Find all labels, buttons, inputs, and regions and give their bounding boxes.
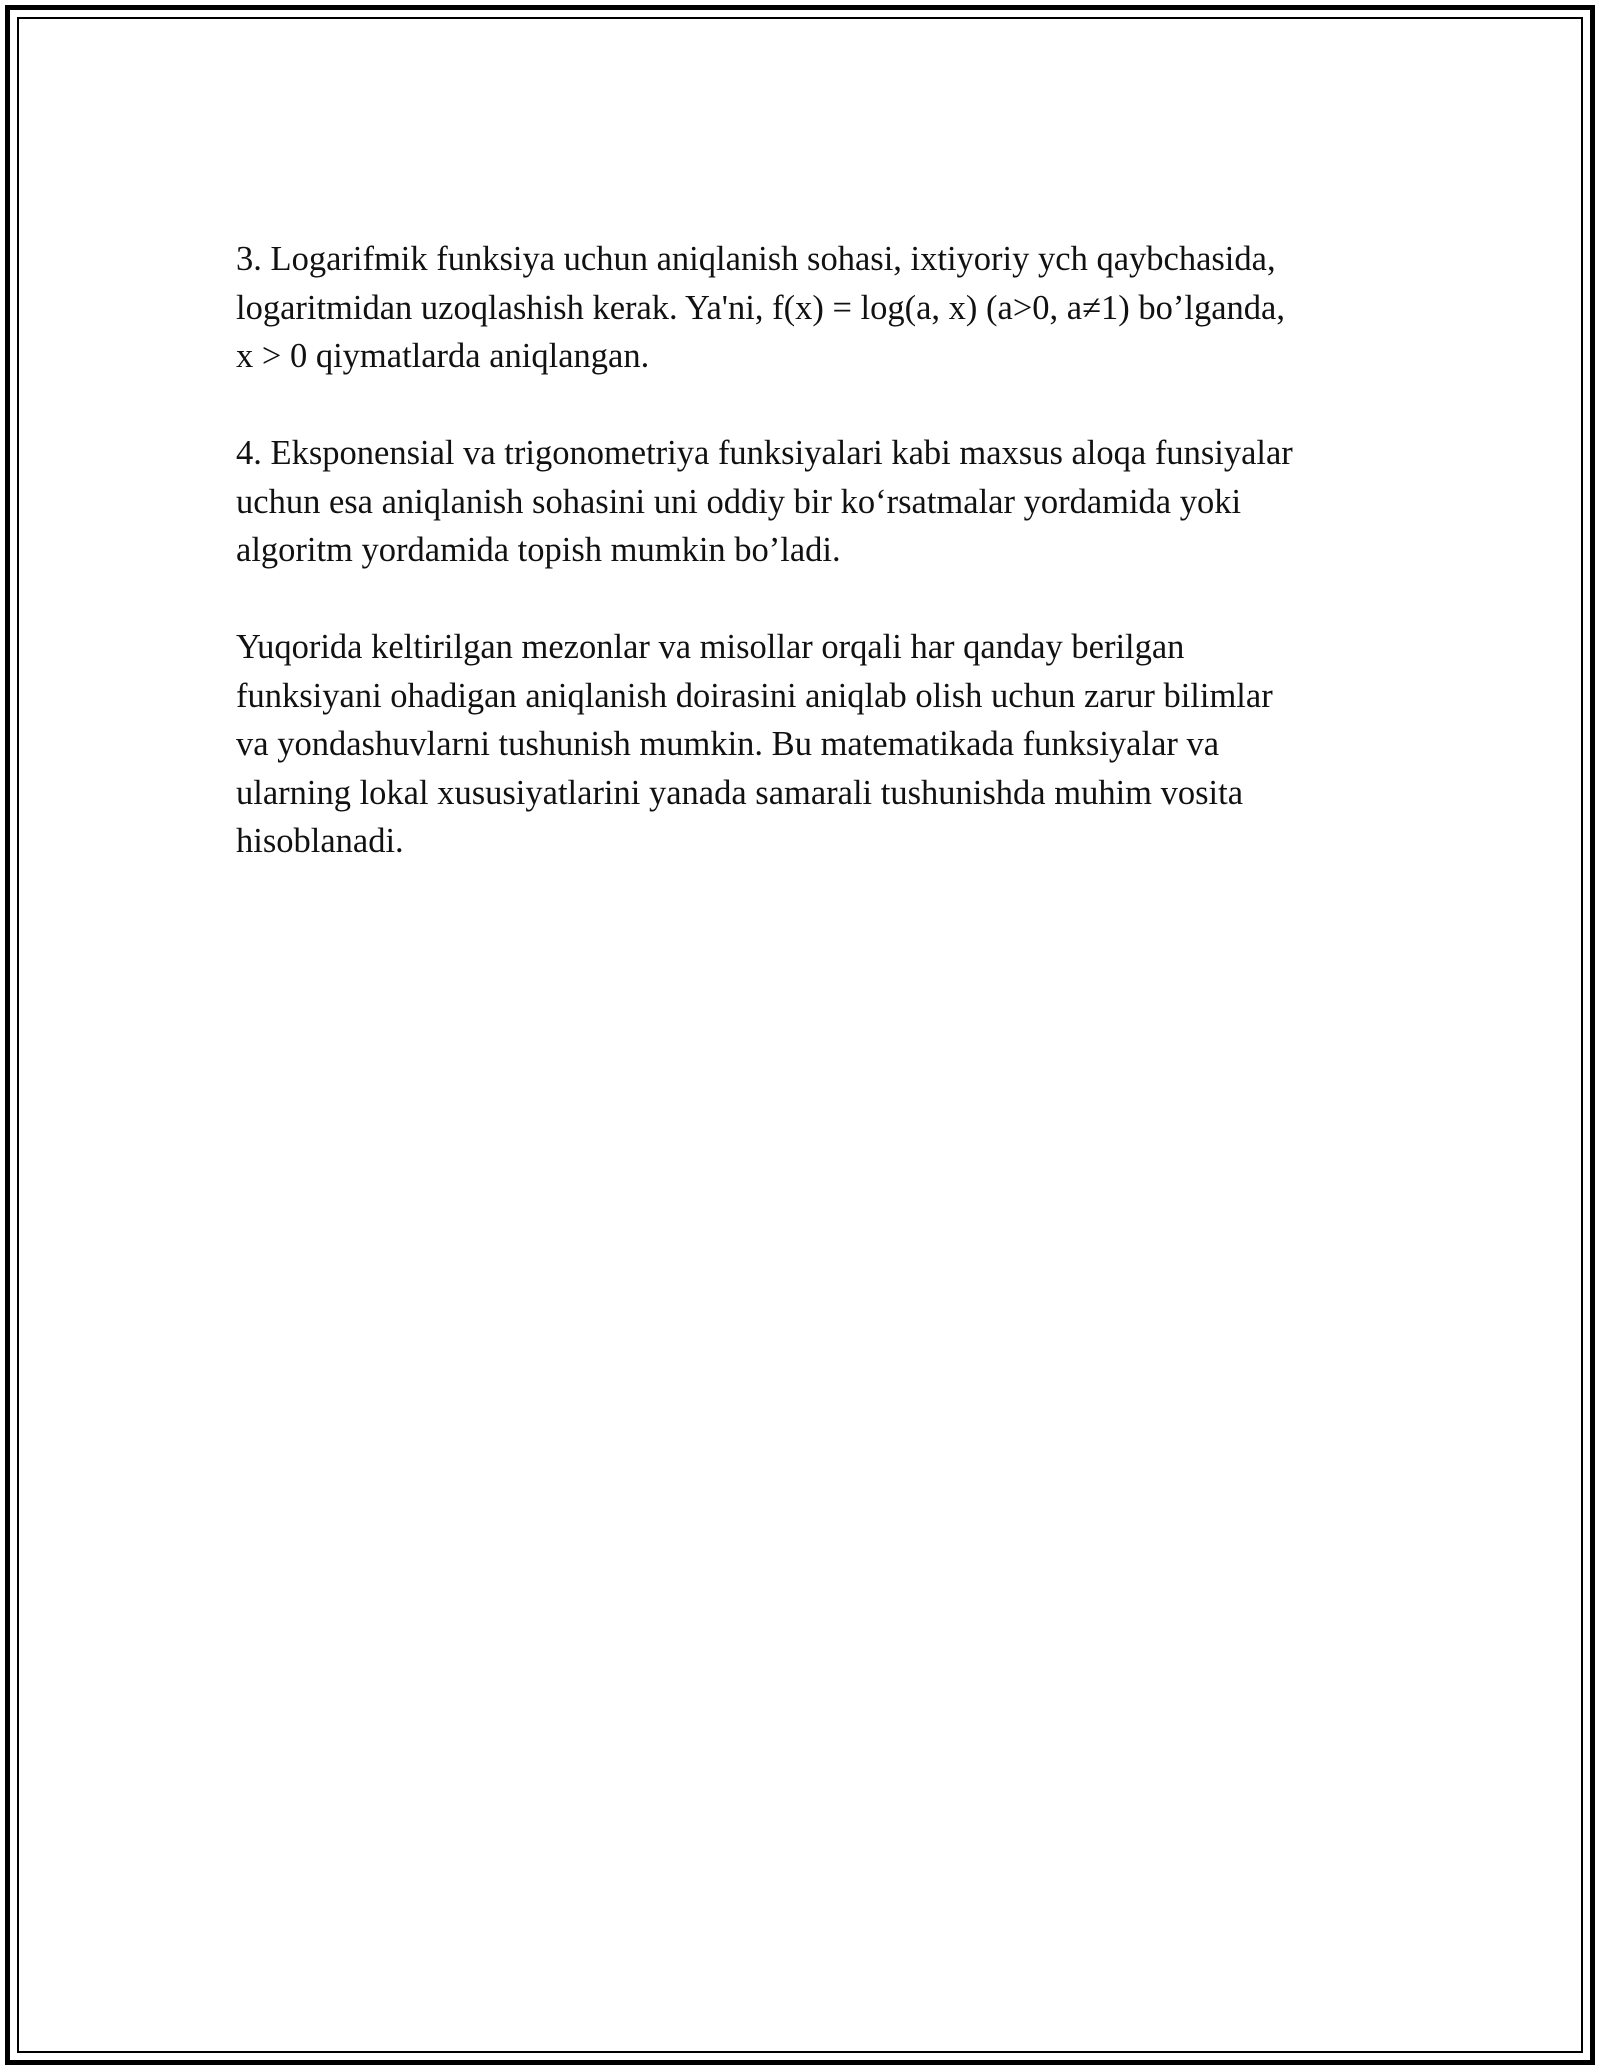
paragraph-item-3: 3. Logarifmik funksiya uchun aniqlanish sohasi, ixtiyoriy ych qaybchasida, logaritmidan uzoqlashish kerak. Ya'ni, f(x) = log(a, x) (a>0, a≠1) bo’lganda, x > 0 qiymatlarda aniqlangan. [236,240,1285,375]
document-body [236,235,1366,914]
paragraph-item-4: 4. Eksponensial va trigonometriya funksiyalari kabi maxsus aloqa funsiyalar uchun esa aniqlanish sohasini uni oddiy bir ko‘rsatmalar yordamida yoki algoritm yordamida topish mumkin bo’ladi. [236,434,1293,569]
paragraph-conclusion: Yuqorida keltirilgan mezonlar va misollar orqali har qanday berilgan funksiyani ohadigan aniqlanish doirasini aniqlab olish uchun zarur bilimlar va yondashuvlarni tushunish mumkin. Bu matematikada funksiyalar va ularning lokal xususiyatlarini yanada samarali tushunishda muhim vosita hisoblanadi. [236,628,1273,860]
